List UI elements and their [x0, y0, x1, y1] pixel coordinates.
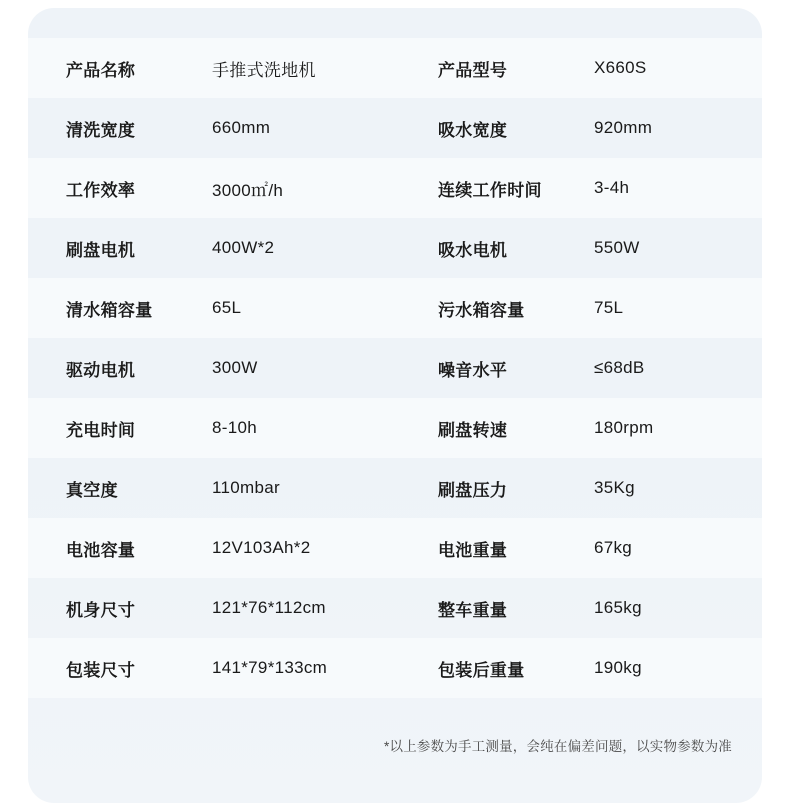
- row-label-right: 产品型号: [438, 60, 508, 80]
- table-row: [28, 338, 762, 398]
- specification-card: [28, 8, 762, 803]
- table-row: [28, 218, 762, 278]
- table-row: [28, 38, 762, 98]
- row-value-left: 65L: [212, 298, 242, 317]
- table-row: [28, 158, 762, 218]
- row-value-left: 300W: [212, 358, 258, 377]
- row-label-right: 电池重量: [438, 540, 508, 560]
- row-value-right: X660S: [594, 58, 647, 77]
- row-label-right: 污水箱容量: [438, 300, 525, 320]
- row-value-right: 920mm: [594, 118, 653, 137]
- row-value-left: 660mm: [212, 118, 271, 137]
- table-row: [28, 518, 762, 578]
- row-value-left: 12V103Ah*2: [212, 538, 311, 557]
- row-label-right: 刷盘压力: [438, 480, 508, 500]
- specification-table-body: [28, 38, 762, 698]
- table-row: [28, 458, 762, 518]
- row-label-left: 刷盘电机: [66, 240, 136, 260]
- row-label-left: 电池容量: [66, 540, 136, 560]
- row-value-left: 8-10h: [212, 418, 257, 437]
- row-label-left: 充电时间: [66, 420, 136, 440]
- table-row: [28, 578, 762, 638]
- row-label-right: 噪音水平: [438, 360, 508, 380]
- row-value-left: 400W*2: [212, 238, 275, 257]
- row-label-right: 刷盘转速: [438, 420, 508, 440]
- row-value-right: 165kg: [594, 598, 642, 617]
- footnote: *以上参数为手工测量，会纯在偏差问题，以实物参数为准: [384, 739, 732, 754]
- row-value-right: 35Kg: [594, 478, 635, 497]
- row-value-left: 121*76*112cm: [212, 598, 326, 617]
- row-label-left: 包装尺寸: [66, 660, 136, 680]
- row-value-left: 110mbar: [212, 478, 280, 497]
- row-value-right: 550W: [594, 238, 640, 257]
- table-row: [28, 98, 762, 158]
- row-value-right: 190kg: [594, 658, 642, 677]
- row-label-left: 真空度: [66, 480, 118, 500]
- table-row: [28, 638, 762, 698]
- specification-table: [28, 38, 762, 698]
- row-label-right: 连续工作时间: [438, 180, 542, 200]
- row-label-right: 吸水宽度: [438, 120, 508, 140]
- row-value-right: 75L: [594, 298, 624, 317]
- row-label-right: 整车重量: [438, 600, 508, 620]
- row-label-left: 机身尺寸: [66, 600, 136, 620]
- row-label-left: 驱动电机: [66, 360, 136, 380]
- row-value-right: ≤68dB: [594, 358, 645, 377]
- row-value-left: 141*79*133cm: [212, 658, 328, 677]
- row-label-right: 包装后重量: [438, 660, 525, 680]
- row-value-left: 手推式洗地机: [212, 60, 316, 80]
- row-label-left: 产品名称: [66, 60, 136, 80]
- row-label-left: 清水箱容量: [66, 300, 153, 320]
- row-value-right: 180rpm: [594, 418, 654, 437]
- table-row: [28, 398, 762, 458]
- row-label-left: 清洗宽度: [66, 120, 136, 140]
- row-value-right: 3-4h: [594, 178, 630, 197]
- row-value-left: 3000㎡/h: [212, 180, 284, 200]
- row-label-right: 吸水电机: [438, 240, 508, 260]
- row-value-right: 67kg: [594, 538, 633, 557]
- table-row: [28, 278, 762, 338]
- row-label-left: 工作效率: [66, 180, 136, 200]
